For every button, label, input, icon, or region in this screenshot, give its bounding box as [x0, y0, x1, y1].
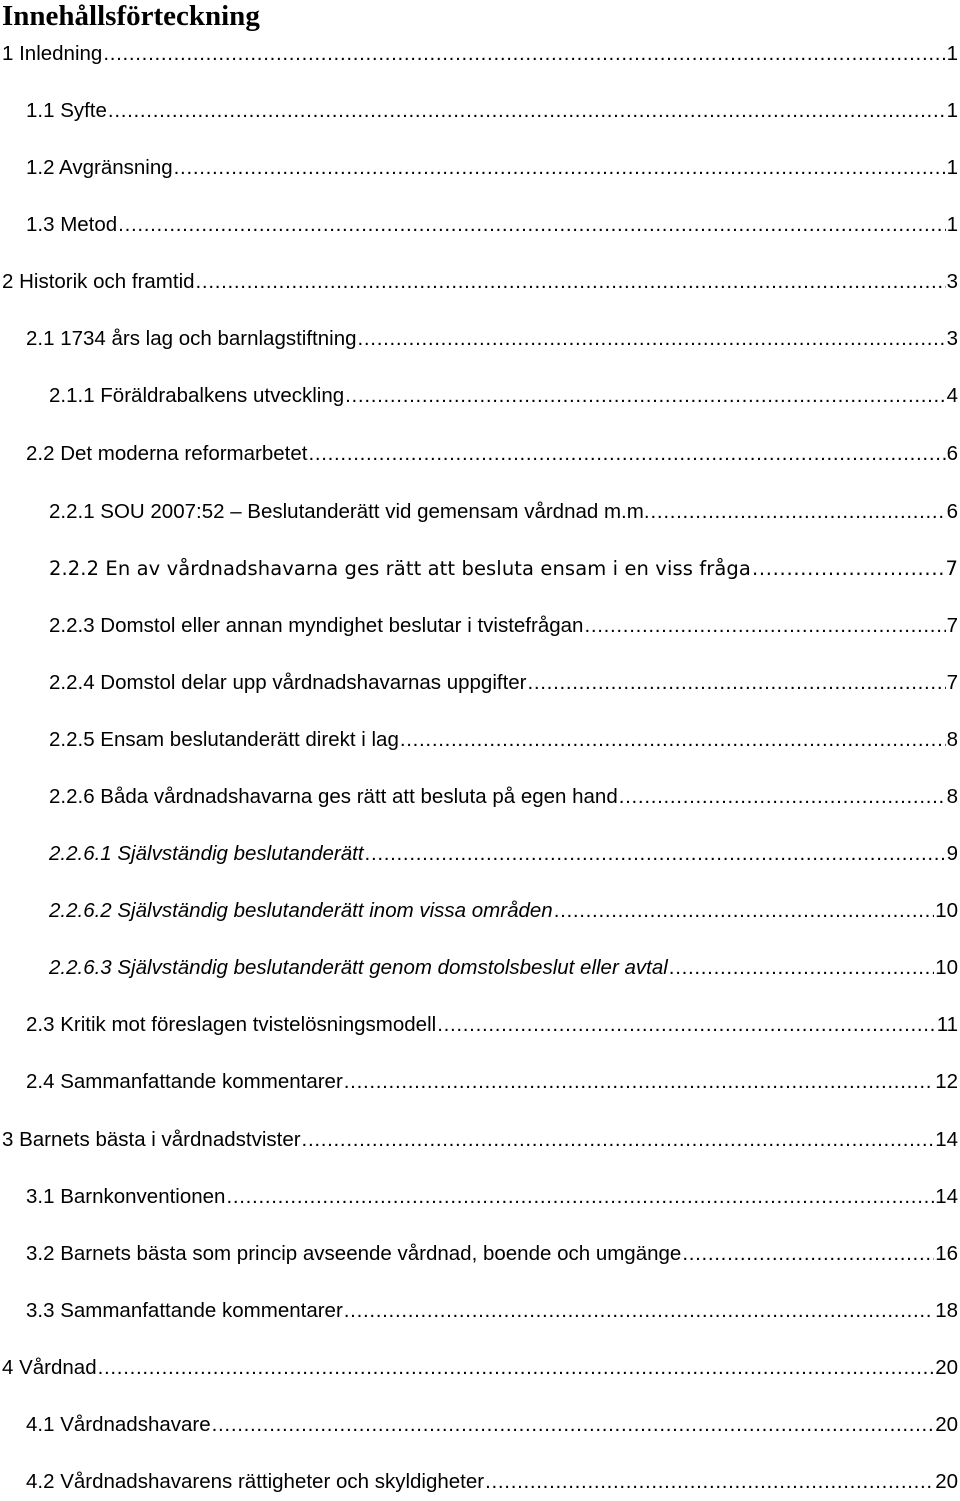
toc-entry-page: 7 — [945, 557, 958, 580]
toc-entry-page: 3 — [946, 327, 958, 350]
toc-entry-page: 9 — [946, 842, 958, 865]
toc-entry-page: 6 — [946, 442, 958, 465]
toc-entry-title: 2.2.2 En av vårdnadshavarna ges rätt att besluta ensam i en viss fråga — [49, 557, 751, 580]
toc-entry-page: 1 — [946, 99, 958, 122]
dot-leader — [302, 1127, 935, 1153]
toc-title: Innehållsförteckning — [2, 0, 260, 32]
dot-leader — [226, 1184, 934, 1210]
toc-entry-page: 12 — [935, 1070, 958, 1093]
toc-entry-page: 8 — [946, 785, 958, 808]
toc-entry-page: 14 — [935, 1128, 958, 1151]
toc-entry[interactable] — [49, 383, 958, 409]
toc-entry-title: 2.2 Det moderna reformarbetet — [26, 442, 308, 465]
dot-leader — [212, 1412, 935, 1438]
toc-entry-title: 2.1 1734 års lag och barnlagstiftning — [26, 327, 357, 350]
toc-entry[interactable] — [49, 955, 958, 981]
toc-entry-page: 8 — [946, 728, 958, 751]
toc-entry-page: 10 — [935, 956, 958, 979]
toc-entry-page: 20 — [935, 1470, 958, 1493]
dot-leader — [365, 841, 946, 867]
toc-entry[interactable] — [49, 499, 958, 525]
toc-entry-page: 3 — [946, 270, 958, 293]
dot-leader — [669, 955, 934, 981]
dot-leader — [344, 1298, 934, 1324]
toc-entry[interactable] — [26, 1184, 958, 1210]
dot-leader — [651, 499, 946, 525]
dot-leader — [554, 898, 935, 924]
toc-entry-title: 4.2 Vårdnadshavarens rättigheter och skyldigheter — [26, 1470, 485, 1493]
toc-entry-title: 1.2 Avgränsning — [26, 156, 173, 179]
toc-entry-title: 3.3 Sammanfattande kommentarer — [26, 1299, 343, 1322]
toc-entry[interactable] — [26, 212, 958, 238]
toc-entry-title: 2.2.6.3 Självständig beslutanderätt genom domstolsbeslut eller avtal — [49, 956, 668, 979]
toc-entry-title: 1.3 Metod — [26, 213, 118, 236]
dot-leader — [528, 670, 946, 696]
toc-entry-title: 3.1 Barnkonventionen — [26, 1185, 226, 1208]
toc-entry-title: 2.2.6.2 Självständig beslutanderätt inom vissa områden — [49, 899, 553, 922]
toc-entry[interactable] — [49, 670, 958, 696]
toc-entry-page: 20 — [935, 1356, 958, 1379]
dot-leader — [358, 326, 946, 352]
toc-entry-title: 2.2.3 Domstol eller annan myndighet beslutar i tvistefrågan — [49, 614, 584, 637]
toc-entry[interactable] — [2, 1355, 958, 1381]
dot-leader — [308, 441, 945, 467]
toc-entry-title: 3.2 Barnets bästa som princip avseende vårdnad, boende och umgänge — [26, 1242, 682, 1265]
dot-leader — [345, 383, 945, 409]
toc-entry-page: 7 — [946, 671, 958, 694]
dot-leader — [174, 155, 946, 181]
toc-entry[interactable] — [2, 41, 958, 67]
toc-entry[interactable] — [49, 556, 958, 582]
toc-entry-title: 2.1.1 Föräldrabalkens utveckling — [49, 384, 345, 407]
toc-entry-page: 4 — [946, 384, 958, 407]
dot-leader — [98, 1355, 935, 1381]
toc-entry-title: 4.1 Vårdnadshavare — [26, 1413, 211, 1436]
toc-entry-title: 2.2.1 SOU 2007:52 – Beslutanderätt vid gemensam vårdnad m.m. — [49, 500, 650, 523]
toc-entry-title: 1 Inledning — [2, 42, 103, 65]
toc-entry[interactable] — [26, 1469, 958, 1495]
toc-entry-page: 11 — [936, 1013, 958, 1036]
dot-leader — [108, 98, 946, 124]
toc-entry-page: 14 — [935, 1185, 958, 1208]
toc-entry-page: 1 — [946, 42, 958, 65]
toc-entry[interactable] — [2, 1127, 958, 1153]
toc-entry[interactable] — [49, 784, 958, 810]
toc-entry-page: 10 — [935, 899, 958, 922]
toc-entry[interactable] — [49, 841, 958, 867]
toc-entry[interactable] — [26, 326, 958, 352]
dot-leader — [682, 1241, 934, 1267]
toc-entry[interactable] — [26, 98, 958, 124]
toc-entry-title: 3 Barnets bästa i vårdnadstvister — [2, 1128, 301, 1151]
toc-entry[interactable] — [26, 1298, 958, 1324]
toc-entry[interactable] — [49, 613, 958, 639]
dot-leader — [344, 1069, 934, 1095]
toc-entry[interactable] — [26, 1012, 958, 1038]
toc-entry[interactable] — [26, 155, 958, 181]
toc-entry-title: 2 Historik och framtid — [2, 270, 195, 293]
dot-leader — [437, 1012, 936, 1038]
toc-entry[interactable] — [49, 727, 958, 753]
toc-entry[interactable] — [26, 1412, 958, 1438]
dot-leader — [485, 1469, 934, 1495]
toc-entry[interactable] — [2, 269, 958, 295]
toc-entry-title: 2.2.4 Domstol delar upp vårdnadshavarnas uppgifter — [49, 671, 527, 694]
toc-entry-page: 20 — [935, 1413, 958, 1436]
toc-entry-title: 4 Vårdnad — [2, 1356, 97, 1379]
toc-entry-page: 1 — [946, 156, 958, 179]
toc-entry-title: 2.2.5 Ensam beslutanderätt direkt i lag — [49, 728, 399, 751]
dot-leader — [619, 784, 946, 810]
dot-leader — [584, 613, 945, 639]
toc-entry-title: 2.2.6 Båda vårdnadshavarna ges rätt att besluta på egen hand — [49, 785, 618, 808]
toc-entry-title: 2.4 Sammanfattande kommentarer — [26, 1070, 343, 1093]
dot-leader — [103, 41, 945, 67]
toc-entry-page: 18 — [935, 1299, 958, 1322]
dot-leader — [752, 556, 945, 582]
toc-entry-title: 1.1 Syfte — [26, 99, 107, 122]
toc-entry[interactable] — [26, 441, 958, 467]
toc-entry-page: 16 — [935, 1242, 958, 1265]
dot-leader — [196, 269, 946, 295]
toc-entry-page: 1 — [946, 213, 958, 236]
toc-entry-title: 2.3 Kritik mot föreslagen tvistelösningsmodell — [26, 1013, 437, 1036]
toc-entry[interactable] — [26, 1241, 958, 1267]
toc-entry-page: 7 — [946, 614, 958, 637]
dot-leader — [118, 212, 945, 238]
toc-entry[interactable] — [49, 898, 958, 924]
toc-entry-page: 6 — [946, 500, 958, 523]
toc-entry[interactable] — [26, 1069, 958, 1095]
dot-leader — [400, 727, 946, 753]
toc-entry-title: 2.2.6.1 Självständig beslutanderätt — [49, 842, 364, 865]
